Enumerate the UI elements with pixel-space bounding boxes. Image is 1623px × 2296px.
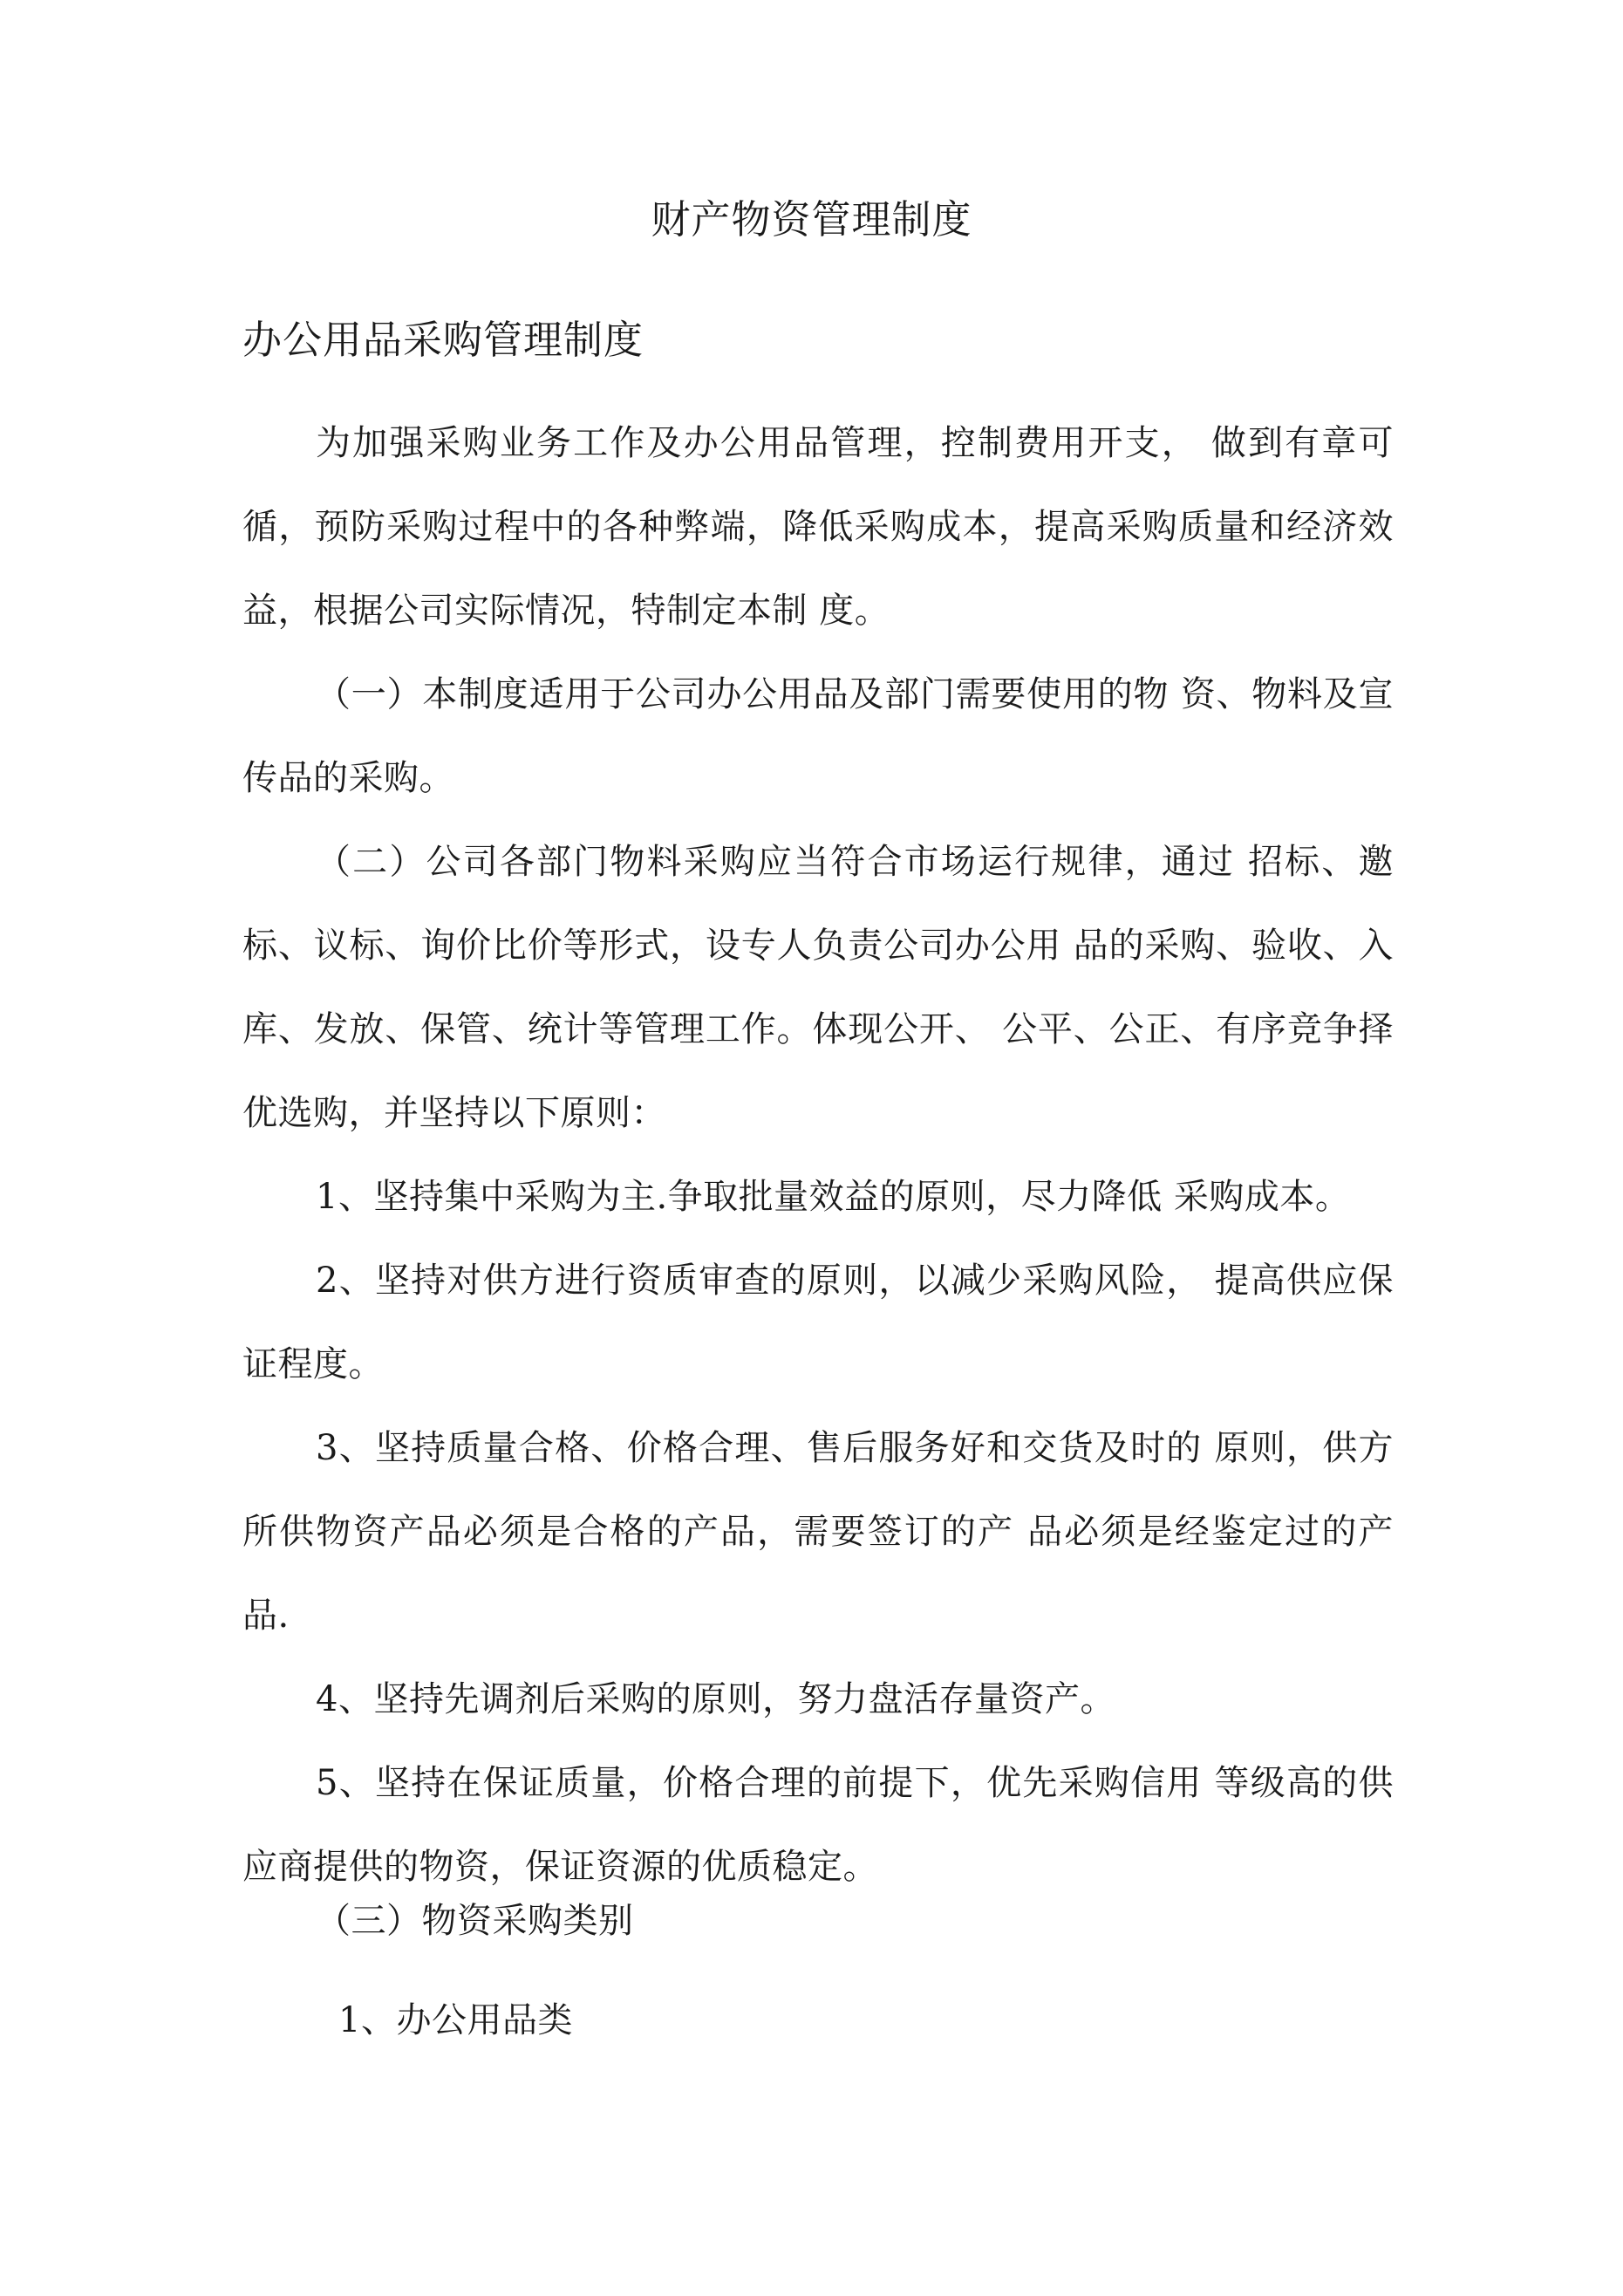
principle-5-paragraph: 5、坚持在保证质量，价格合理的前提下，优先采购信用 等级高的供应商提供的物资，保证资源的优质稳定。 xyxy=(242,1763,1394,1887)
intro-paragraph: 为加强采购业务工作及办公用品管理，控制费用开支， 做到有章可循，预防采购过程中的各种弊端，降低采购成本，提高采购质量和经济效益，根据公司实际情况，特制定本制 度。 xyxy=(242,423,1394,631)
principle-4-paragraph: 4、坚持先调剂后采购的原则，努力盘活存量资产。 xyxy=(316,1679,1115,1719)
principle-1-paragraph: 1、坚持集中采购为主.争取批量效益的原则，尽力降低 采购成本。 xyxy=(316,1177,1351,1217)
category-1-heading: 1、办公用品类 xyxy=(338,2000,573,2040)
principle-3-paragraph: 3、坚持质量合格、价格合理、售后服务好和交货及时的 原则，供方所供物资产品必须是合格的产品，需要签订的产 品必须是经鉴定过的产品. xyxy=(242,1428,1394,1636)
clause-2-paragraph: （二）公司各部门物料采购应当符合市场运行规律，通过 招标、邀标、议标、询价比价等形式，设专人负责公司办公用 品的采购、验收、入库、发放、保管、统计等管理工作。体现公开、 公平、公正、有序竞争择优选购，并坚持以下原则： xyxy=(242,842,1394,1133)
clause-1-paragraph: （一）本制度适用于公司办公用品及部门需要使用的物 资、物料及宣传品的采购。 xyxy=(242,674,1394,798)
document-title: 财产物资管理制度 xyxy=(651,196,972,243)
clause-3-heading: （三）物资采购类别 xyxy=(316,1901,634,1941)
principle-2-paragraph: 2、坚持对供方进行资质审查的原则，以减少采购风险， 提高供应保证程度。 xyxy=(242,1261,1394,1384)
section-heading: 办公用品采购管理制度 xyxy=(242,317,644,363)
